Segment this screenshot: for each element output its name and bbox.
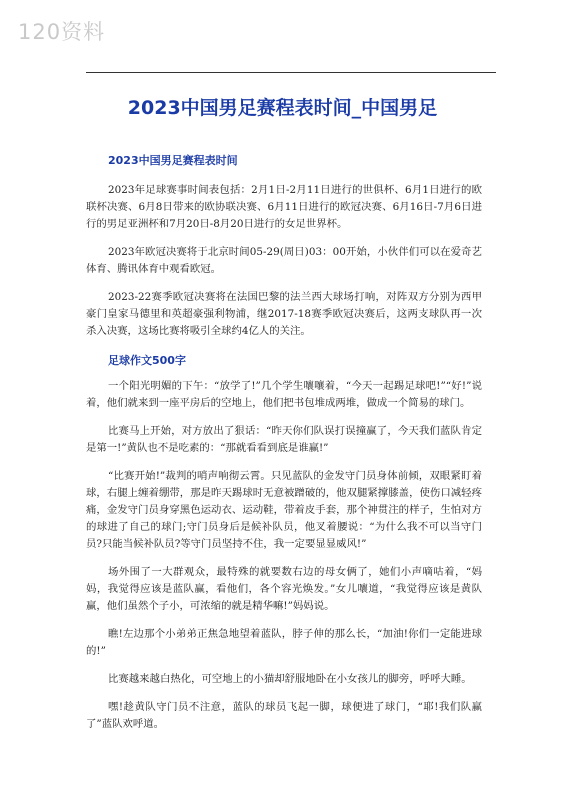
- paragraph: 场外围了一大群观众，最特殊的就要数右边的母女俩了，她们小声嘀咕着，“妈妈，我觉得应该是蓝队赢，看他们，各个容光焕发。”女儿嚷道，“我觉得应该是黄队赢，他们虽然个子小，可浓缩的就是精华嘛!”妈妈说。: [86, 566, 482, 612]
- watermark-logo: 120资料: [18, 20, 106, 44]
- document-body: [86, 152, 482, 744]
- paragraph: 瞧!左边那个小弟弟正焦急地望着蓝队，脖子伸的那么长，“加油!你们一定能进球的!”: [86, 628, 482, 657]
- paragraph: 2023年足球赛事时间表包括：2月1日-2月11日进行的世俱杯、6月1日进行的欧联杯决赛、6月8日带来的欧协联决赛、6月11日进行的欧冠决赛、6月16日-7月6日进行的男足亚洲杯和7月20日-8月20日进行的女足世界杯。: [86, 184, 482, 230]
- paragraph: 一个阳光明媚的下午：“放学了!”几个学生嚷嚷着，“今天一起踢足球吧!”“好!”说着，他们就来到一座平房后的空地上，他们把书包堆成两堆，做成一个简易的球门。: [86, 380, 482, 409]
- paragraph: 嘿!趁黄队守门员不注意，蓝队的球员飞起一脚，球便进了球门，“耶!我们队赢了”蓝队欢呼道。: [86, 701, 482, 730]
- header-rule: [86, 72, 496, 73]
- section-heading: 2023中国男足赛程表时间: [108, 154, 238, 167]
- paragraph: 比赛马上开始，对方放出了狠话：“昨天你们队误打误撞赢了，今天我们蓝队肯定是第一!”黄队也不是吃素的：“那就看看到底是谁赢!”: [86, 425, 482, 454]
- document-title: 2023中国男足赛程表时间_中国男足: [127, 97, 438, 119]
- paragraph: 比赛越来越白热化，可空地上的小猫却舒服地卧在小女孩儿的脚旁，呼呼大睡。: [108, 673, 472, 685]
- paragraph: 2023年欧冠决赛将于北京时间05-29(周日)03：00开始，小伙伴们可以在爱奇艺体育、腾讯体育中观看欧冠。: [86, 246, 482, 275]
- paragraph: 2023-22赛季欧冠决赛将在法国巴黎的法兰西大球场打响，对阵双方分别为西甲豪门皇家马德里和英超豪强利物浦，继2017-18赛季欧冠决赛后，这两支球队再一次杀入决赛，这场比赛将吸引全球约4亿人的关注。: [86, 291, 482, 337]
- paragraph: “比赛开始!”裁判的哨声响彻云霄。只见蓝队的金发守门员身体前倾，双眼紧盯着球，右腿上缠着绷带，那是昨天踢球时无意被蹭破的，他双腿紧撑膝盖，使伤口减轻疼痛，金发守门员身穿黑色运动衣、运动鞋，带着皮手套，那个神贯注的样子，生怕对方的球进了自己的球门;守门员身后是候补队员，他叉着腰说：“为什么我不可以当守门员?只能当候补队员?等守门员坚持不住，我一定要显显威风!”: [86, 470, 482, 550]
- section-heading: 足球作文500字: [108, 354, 186, 367]
